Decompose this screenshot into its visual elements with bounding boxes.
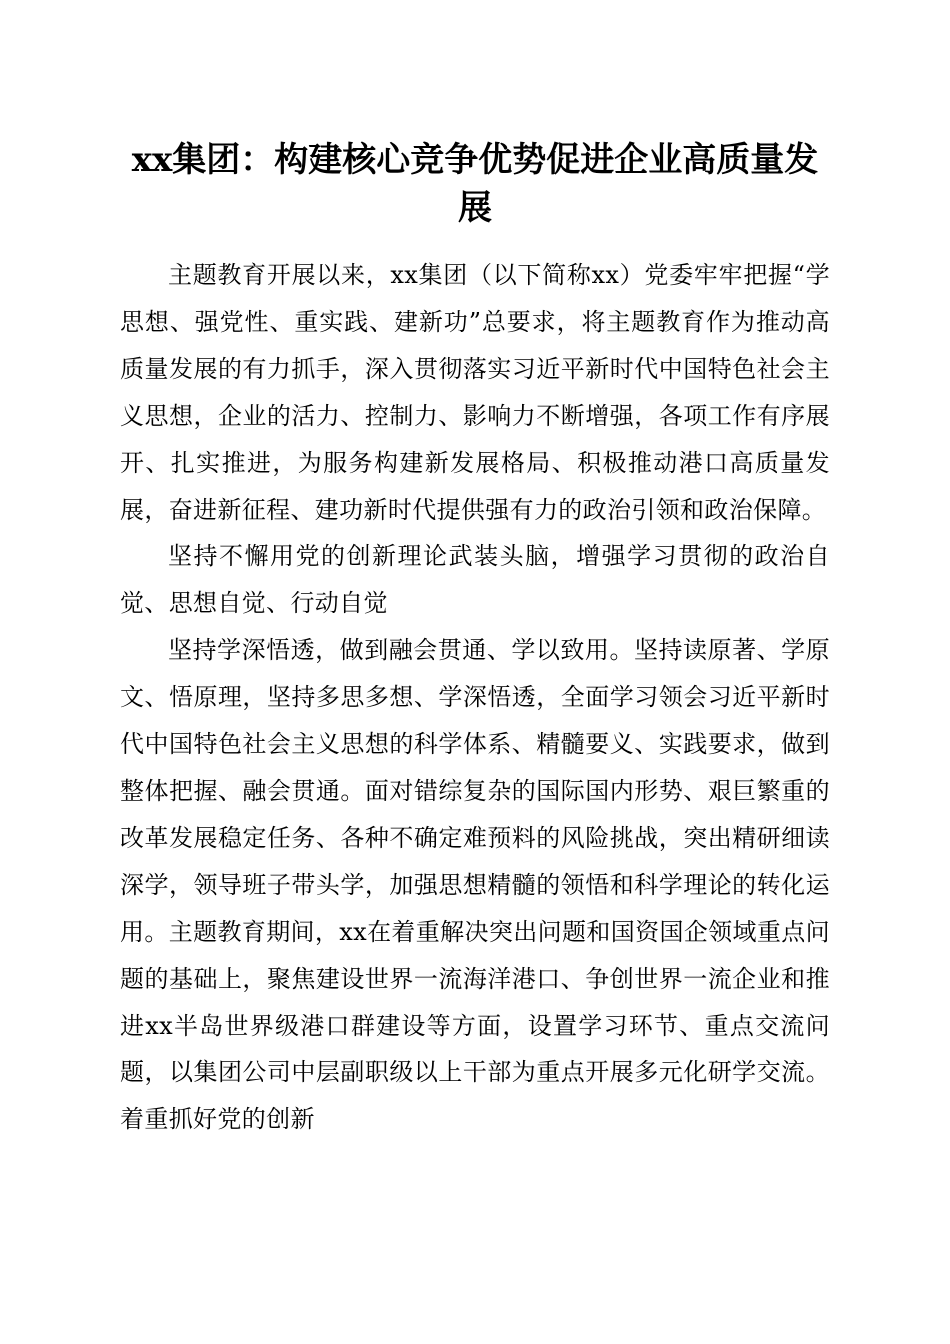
- paragraph-heading: 坚持不懈用党的创新理论武装头脑，增强学习贯彻的政治自觉、思想自觉、行动自觉: [120, 542, 830, 618]
- paragraph-study: 坚持学深悟透，做到融会贯通、学以致用。坚持读原著、学原文、悟原理，坚持多思多想、学深悟透，全面学习领会习近平新时代中国特色社会主义思想的科学体系、精髓要义、实践要求，做到整体把握、融会贯通。面对错综复杂的国际国内形势、艰巨繁重的改革发展稳定任务、各种不确定难预料的风险挑战，突出精研细读深学，领导班子带头学，加强思想精髓的领悟和科学理论的转化运用。主题教育期间，xx在着重解决突出问题和国资国企领域重点问题的基础上，聚焦建设世界一流海洋港口、争创世界一流企业和推进xx半岛世界级港口群建设等方面，设置学习环节、重点交流问题，以集团公司中层副职级以上干部为重点开展多元化研学交流。着重抓好党的创新: [120, 636, 830, 1134]
- paragraph-intro: 主题教育开展以来，xx集团（以下简称xx）党委牢牢把握“学思想、强党性、重实践、建新功”总要求，将主题教育作为推动高质量发展的有力抓手，深入贯彻落实习近平新时代中国特色社会主义思想，企业的活力、控制力、影响力不断增强，各项工作有序展开、扎实推进，为服务构建新发展格局、积极推动港口高质量发展，奋进新征程、建功新时代提供强有力的政治引领和政治保障。: [120, 261, 830, 524]
- document-title: xx集团：构建核心竞争优势促进企业高质量发展: [131, 140, 819, 228]
- document-body: [120, 252, 830, 1143]
